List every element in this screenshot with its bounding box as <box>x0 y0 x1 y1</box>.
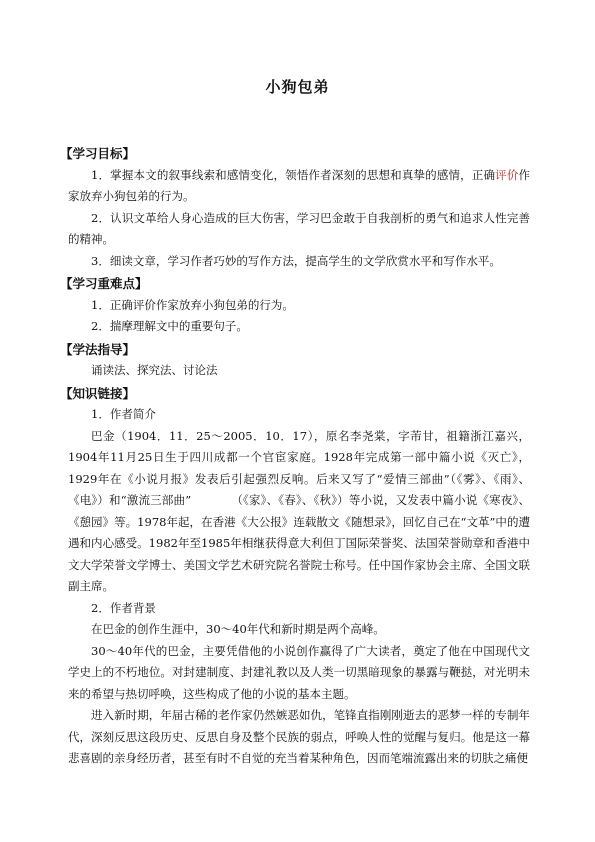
section-heading-goals: 【学习目标】 <box>60 146 136 161</box>
document-body <box>60 142 531 770</box>
background-para-3: 进入新时期，年届古稀的老作家仍然嫉恶如仇，笔锋直指刚刚逝去的恶梦一样的专制年代，深刻反思这段历史、反思自身及整个民族的弱点，呼唤人性的觉醒与复归。他是这一幕悲喜剧的亲身经历者，甚至有时不自觉的充当着某种角色，因而笔端流露出来的切肤之痛便 <box>68 708 530 765</box>
goal-item-3: 3．细读文章，学习作者巧妙的写作方法，提高学生的文学欣赏水平和写作水平。 <box>91 253 501 268</box>
background-para-1: 在巴金的创作生涯中，30～40年代和新时期是两个高峰。 <box>91 622 385 636</box>
goal-item-1-before: 1．掌握本文的叙事线索和感情变化，领悟作者深刻的思想和真挚的感情，正确 <box>91 167 496 182</box>
document-title: 小狗包弟 <box>265 78 330 96</box>
goal-item-1-highlight: 评价 <box>495 167 519 182</box>
author-bio-part-1: 巴金（1904．11．25～2005．10．17），原名李尧棠，字芾甘，祖籍浙江嘉兴，1904年11月25日生于四川成都一个官宦家庭。1928年完成第一部中篇小说《灭亡》，1929年在《小说月报》发表后引起强烈反响。后来又写了“爱情三部曲”（《雾》、《雨》、《电》）和“激流三部曲” <box>68 428 530 507</box>
author-bio <box>68 426 530 598</box>
method-item-1: 诵读法、探究法、讨论法 <box>91 363 218 377</box>
background-para-2: 30～40年代的巴金，主要凭借他的小说创作赢得了广大读者，奠定了他在中国现代文学史上的不朽地位。对封建制度、封建礼教以及人类一切黑暗现象的暴露与鞭挞，对光明未来的希望与热切呼唤，这些构成了他的小说的基本主题。 <box>68 643 530 701</box>
section-heading-knowledge: 【知识链接】 <box>60 385 136 401</box>
section-heading-methods: 【学法指导】 <box>60 341 136 357</box>
author-bio-part-2: （《家》、《春》、《秋》）等小说，又发表中篇小说《寒夜》、《憩园》等。1978年起，在香港《大公报》连载散文《随想录》，回忆自己在“文革”中的遭遇和内心感受。1982年至1985年相继获得意大利但丁国际荣誉奖、法国荣誉勋章和香港中文大学荣誉文学博士、美国文学艺术研究院名誉院士称号。任中国作家协会主席、全国文联副主席。 <box>68 493 530 593</box>
difficulty-item-2: 2．揣摩理解文中的重要句子。 <box>91 319 248 333</box>
section-heading-difficulties: 【学习重难点】 <box>60 276 148 291</box>
knowledge-subheading-author: 1．作者简介 <box>91 407 156 421</box>
goal-item-1-after: 作家放弃小狗包弟的行为。 <box>68 167 531 203</box>
difficulty-item-1: 1．正确评价作家放弃小狗包弟的行为。 <box>91 297 294 312</box>
goal-item-2: 2．认识文革给人身心造成的巨大伤害，学习巴金敢于自我剖析的勇气和追求人性完善的精神。 <box>68 210 530 246</box>
goal-item-1 <box>68 165 530 208</box>
knowledge-subheading-background: 2．作者背景 <box>91 600 156 615</box>
